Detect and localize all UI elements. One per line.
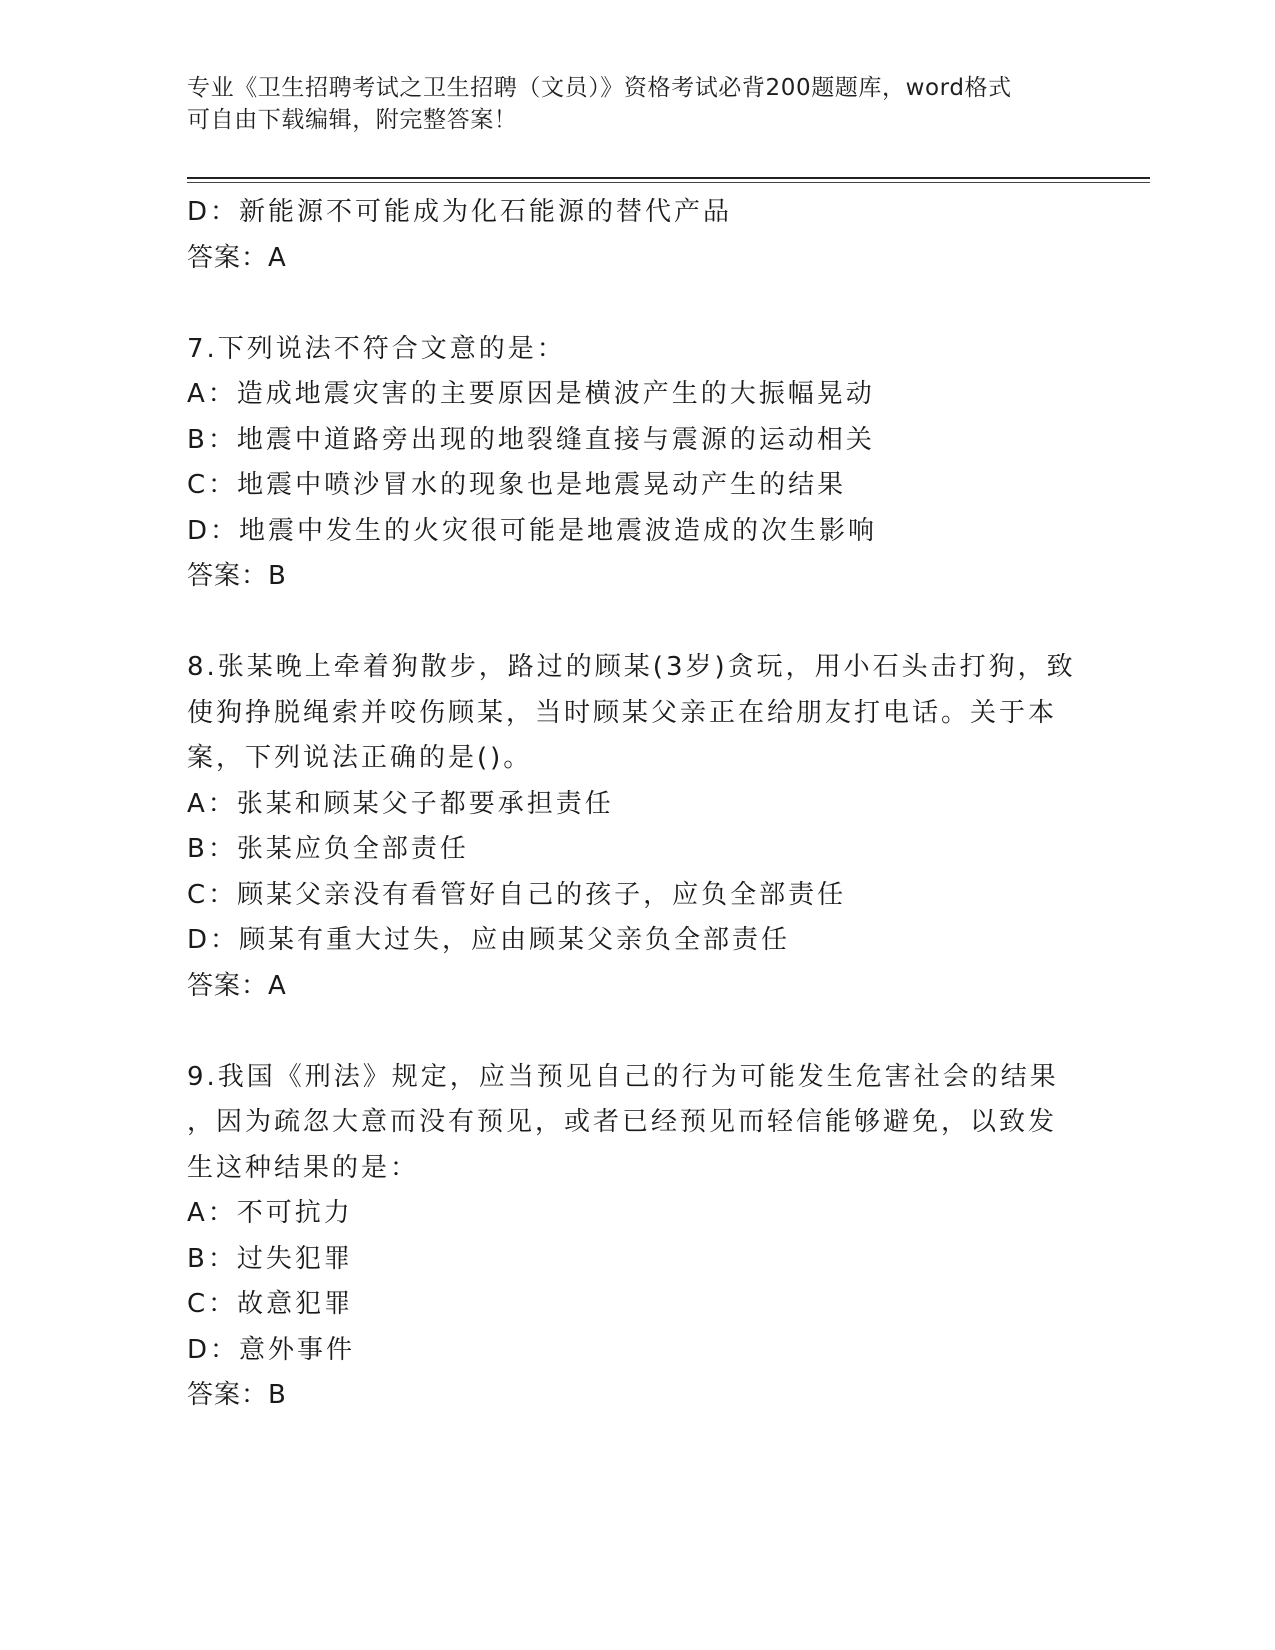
answer-line: 答案：B xyxy=(187,561,287,591)
option-a: A：不可抗力 xyxy=(187,1198,353,1228)
option-d: D：顾某有重大过失，应由顾某父亲负全部责任 xyxy=(187,925,791,955)
question-list xyxy=(187,190,1087,1419)
option-c: C：故意犯罪 xyxy=(187,1289,354,1319)
option-d: D：意外事件 xyxy=(187,1334,356,1365)
question-stem: 7.下列说法不符合文意的是： xyxy=(187,333,566,364)
option-d: D：新能源不可能成为化石能源的替代产品 xyxy=(187,197,733,227)
option-c: C：地震中喷沙冒水的现象也是地震晃动产生的结果 xyxy=(187,470,847,500)
question-8 xyxy=(187,645,1087,1009)
option-b: B：过失犯罪 xyxy=(187,1243,353,1274)
answer-line: 答案：A xyxy=(187,970,287,1001)
header-divider-secondary xyxy=(187,182,1150,183)
question-stem-line-2: 使狗挣脱绳索并咬伤顾某，当时顾某父亲正在给朋友打电话。关于本 xyxy=(187,697,1058,728)
spacer xyxy=(187,600,1087,646)
question-9 xyxy=(187,1055,1087,1419)
option-c: C：顾某父亲没有看管好自己的孩子，应负全部责任 xyxy=(187,879,847,910)
question-stem-line-2: ，因为疏忽大意而没有预见，或者已经预见而轻信能够避免，以致发 xyxy=(187,1107,1058,1137)
question-stem-line-3: 生这种结果的是： xyxy=(187,1152,420,1183)
answer-line: 答案：A xyxy=(187,242,287,273)
question-7 xyxy=(187,327,1087,600)
option-a: A：张某和顾某父子都要承担责任 xyxy=(187,788,614,819)
question-stem-line-1: 9.我国《刑法》规定，应当预见自己的行为可能发生危害社会的结果 xyxy=(187,1061,1059,1092)
previous-question-fragment xyxy=(187,190,1087,281)
question-stem-line-3: 案，下列说法正确的是()。 xyxy=(187,743,533,773)
option-b: B：地震中道路旁出现的地裂缝直接与震源的运动相关 xyxy=(187,424,875,455)
document-header xyxy=(187,72,1067,136)
header-line-1: 专业《卫生招聘考试之卫生招聘（文员）》资格考试必背200题题库，word格式 xyxy=(187,75,1012,101)
option-a: A：造成地震灾害的主要原因是横波产生的大振幅晃动 xyxy=(187,379,875,409)
header-divider xyxy=(187,177,1150,179)
option-b: B：张某应负全部责任 xyxy=(187,834,469,864)
option-d: D：地震中发生的火灾很可能是地震波造成的次生影响 xyxy=(187,515,878,546)
header-line-2: 可自由下载编辑，附完整答案！ xyxy=(187,107,518,133)
question-stem-line-1: 8.张某晚上牵着狗散步，路过的顾某(3岁)贪玩，用小石头击打狗，致 xyxy=(187,652,1076,682)
answer-line: 答案：B xyxy=(187,1380,287,1410)
spacer xyxy=(187,1009,1087,1055)
spacer xyxy=(187,281,1087,327)
